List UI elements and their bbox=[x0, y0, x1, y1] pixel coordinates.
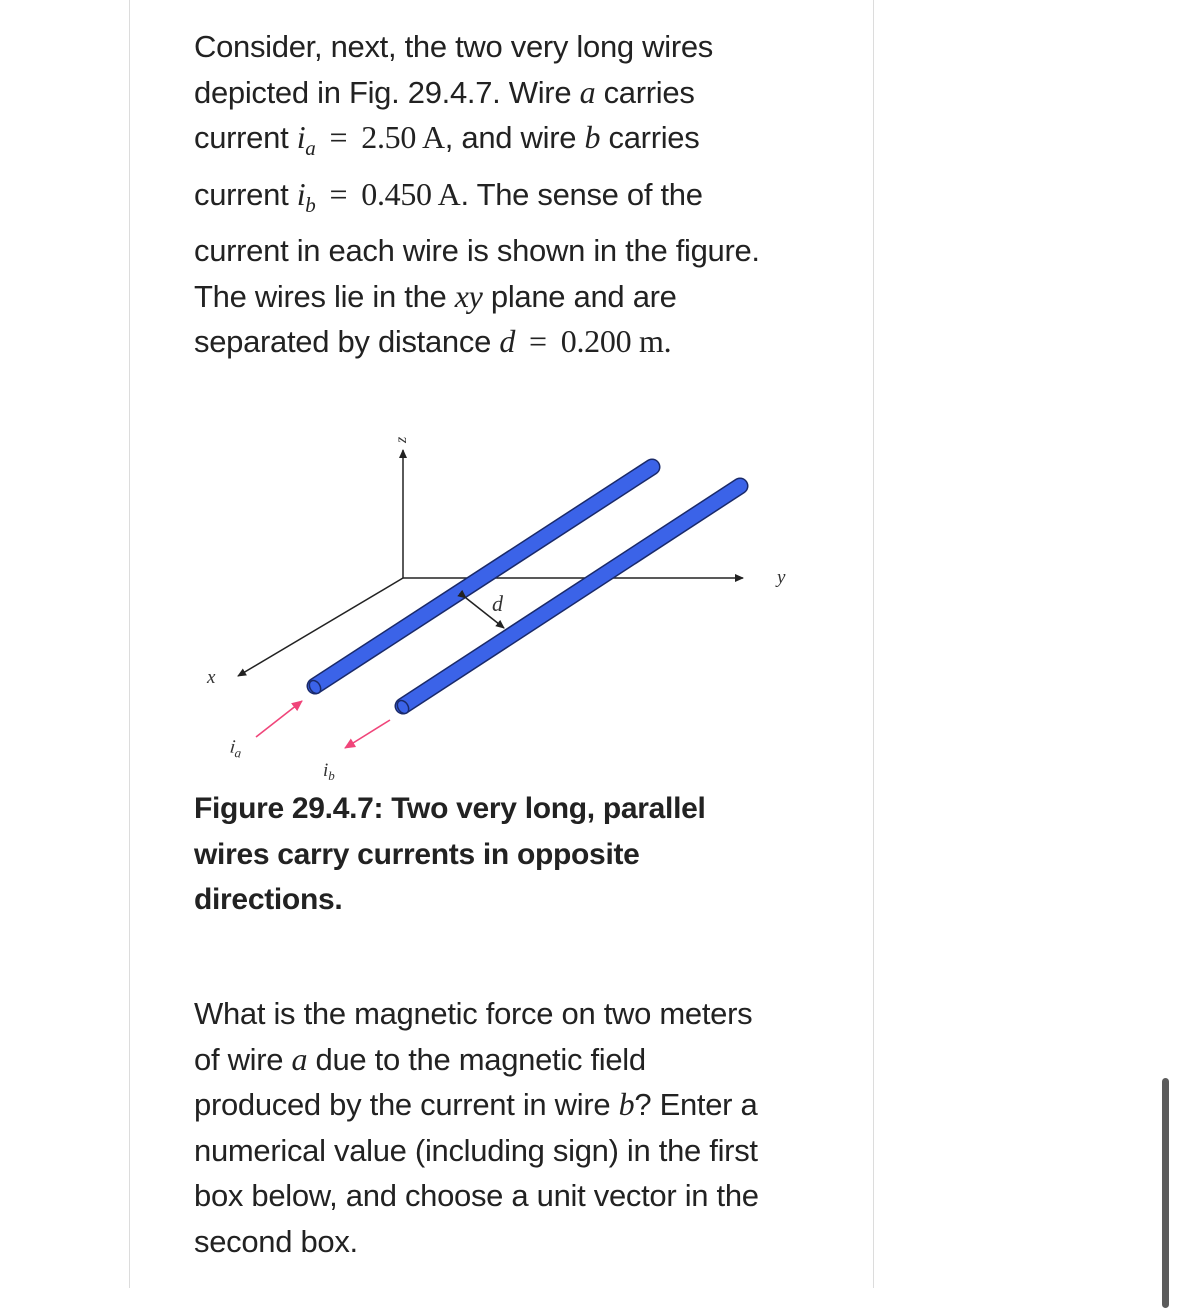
intro-line-6 bbox=[194, 274, 814, 320]
text: The wires lie in the bbox=[194, 278, 455, 314]
caption-line-2: wires carry currents in opposite bbox=[194, 837, 640, 871]
text: current in each wire is shown in the figure. bbox=[194, 233, 760, 268]
question-line-5: box below, and choose a unit vector in the bbox=[194, 1178, 759, 1213]
scrollbar-thumb[interactable] bbox=[1162, 1078, 1169, 1308]
xy-plane-symbol: xy bbox=[454, 277, 483, 314]
content-card bbox=[129, 0, 874, 1288]
question-line-6: second box. bbox=[194, 1223, 358, 1259]
caption-line-1: Figure 29.4.7: Two very long, parallel bbox=[194, 792, 706, 825]
text: produced by the current in wire bbox=[194, 1087, 619, 1122]
wire-a-symbol: a bbox=[291, 1040, 308, 1077]
question-line-4: numerical value (including sign) in the first bbox=[194, 1132, 758, 1168]
text: plane and are bbox=[482, 278, 677, 314]
separation-label: d bbox=[492, 591, 503, 616]
ib-subscript: b bbox=[305, 192, 316, 217]
wire-b-symbol: b bbox=[618, 1086, 635, 1122]
question-line-2 bbox=[194, 1037, 814, 1083]
intro-line-3 bbox=[194, 115, 814, 172]
equals-sign: = bbox=[529, 323, 547, 359]
text: , and wire bbox=[444, 120, 585, 155]
intro-line-7 bbox=[194, 319, 814, 365]
intro-line-2 bbox=[194, 70, 814, 116]
text: separated by distance bbox=[194, 324, 500, 359]
current-a-arrow bbox=[256, 701, 302, 737]
ia-symbol: i bbox=[296, 119, 306, 155]
current-b-arrow bbox=[345, 720, 390, 748]
text: current bbox=[194, 120, 297, 155]
problem-intro bbox=[194, 24, 814, 365]
wire-a-symbol: a bbox=[579, 73, 596, 110]
x-axis-label: x bbox=[207, 667, 216, 688]
d-value: 0.200 m bbox=[560, 323, 664, 359]
intro-line-4 bbox=[194, 172, 814, 229]
question-line-1: What is the magnetic force on two meters bbox=[194, 996, 753, 1031]
figure-caption bbox=[194, 786, 814, 923]
intro-line-5 bbox=[194, 228, 814, 274]
wire-b-symbol: b bbox=[584, 119, 601, 155]
period: . bbox=[663, 323, 672, 359]
ib-value: 0.450 A bbox=[361, 175, 461, 212]
question-line-3 bbox=[194, 1082, 814, 1128]
text: . The sense of the bbox=[460, 176, 703, 212]
equals-sign: = bbox=[329, 175, 348, 212]
text: Consider, next, the two very long wires bbox=[194, 29, 713, 64]
y-axis-label: y bbox=[777, 567, 786, 588]
current-b-label: $i_b$ bbox=[323, 760, 335, 783]
question-text bbox=[194, 991, 814, 1264]
text: current bbox=[194, 176, 297, 212]
intro-line-1 bbox=[194, 24, 814, 70]
current-a-label: $i_a$ bbox=[228, 736, 242, 761]
d-symbol: d bbox=[499, 323, 516, 359]
equals-sign: = bbox=[329, 119, 348, 155]
text: ? Enter a bbox=[634, 1087, 758, 1122]
text: carries bbox=[595, 74, 695, 110]
text: depicted in Fig. 29.4.7. Wire bbox=[194, 74, 580, 110]
text: due to the magnetic field bbox=[307, 1041, 646, 1077]
ia-value: 2.50 A bbox=[361, 119, 445, 155]
caption-line-3: directions. bbox=[194, 883, 343, 916]
ia-subscript: a bbox=[305, 136, 316, 160]
z-axis-label: z bbox=[393, 436, 410, 443]
x-axis bbox=[238, 578, 403, 676]
ib-symbol: i bbox=[296, 175, 306, 212]
text: carries bbox=[600, 120, 700, 155]
wires-figure bbox=[190, 410, 850, 790]
text: of wire bbox=[194, 1041, 292, 1077]
